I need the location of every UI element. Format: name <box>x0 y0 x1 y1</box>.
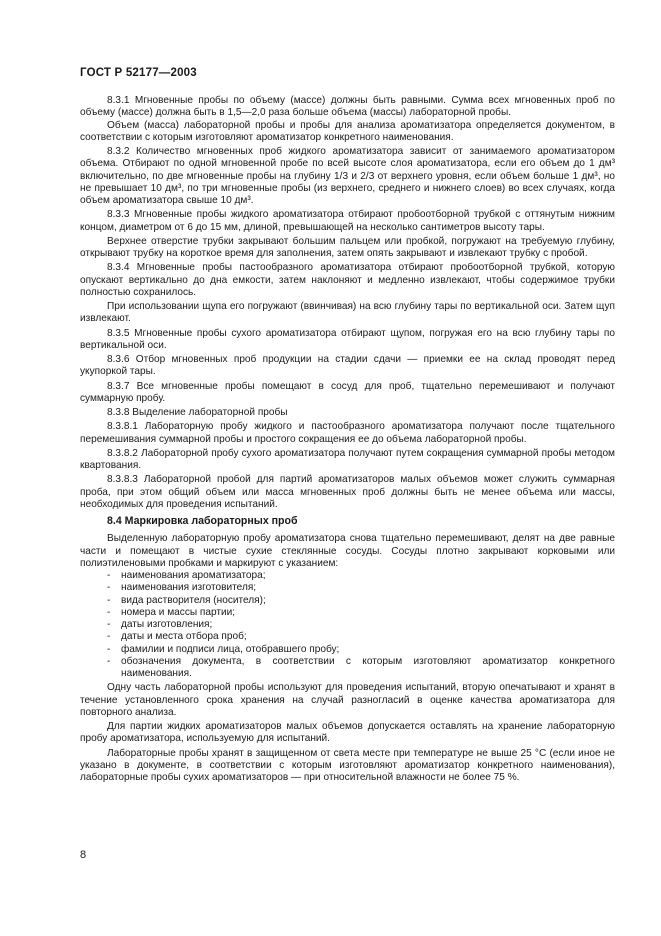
marking-item: - вида растворителя (носителя); <box>80 595 615 607</box>
paragraph-8-3-6: 8.3.6 Отбор мгновенных проб продукции на стадии сдачи — приемки ее на склад проводят перед укупоркой тары. <box>80 354 615 378</box>
marking-item: - обозначения документа, в соответствии с которым изготовляют ароматизатор конкретного наименования. <box>80 656 615 681</box>
paragraph-8-3-8-1: 8.3.8.1 Лабораторную пробу жидкого и пастообразного ароматизатора получают после тщательного перемешивания суммарной пробы и простого сокращения ее до объема лабораторной пробы. <box>80 421 615 445</box>
paragraph-8-3-2: 8.3.2 Количество мгновенных проб жидкого ароматизатора зависит от занимаемого ароматизатором объема. Отбирают по одной мгновенной пробе по всей высоте слоя ароматизатора, если его объем до 1 дм³ включительно, по две мгновенные пробы на глубину 1/3 и 2/3 от верхнего уровня, если объем больше 1 дм³, но не превышает 10 дм³, по три мгновенные пробы (из верхнего, среднего и нижнего слоев) во всех случаях, когда объем ароматизатора свыше 10 дм³. <box>80 146 615 206</box>
marking-item: - наименования изготовителя; <box>80 582 615 594</box>
paragraph-probe-usage: При использовании щупа его погружают (ввинчивая) на всю глубину тары по вертикальной оси. Затем щуп извлекают. <box>80 301 615 325</box>
paragraph-marking-intro: Выделенную лабораторную пробу ароматизатора снова тщательно перемешивают, делят на две равные части и помещают в чистые сухие стеклянные сосуды. Сосуды плотно закрывают корковыми или полиэтиленовыми пробками и маркируют с указанием: <box>80 533 615 569</box>
section-title-8-4: 8.4 Маркировка лабораторных проб <box>107 515 298 527</box>
paragraph-volume: Объем (масса) лабораторной пробы и пробы для анализа ароматизатора определяется документом, в соответствии с которым изготовляют ароматизатор конкретного наименования. <box>80 119 615 143</box>
paragraph-tube-opening: Верхнее отверстие трубки закрывают большим пальцем или пробкой, погружают на требуемую глубину, открывают трубку на короткое время для заполнения, затем опять закрывают и извлекают трубку с пробой. <box>80 235 615 259</box>
marking-item: - фамилии и подписи лица, отобравшего пробу; <box>80 644 615 656</box>
marking-item: - наименования ароматизатора; <box>80 570 615 582</box>
paragraph-8-3-8-3: 8.3.8.3 Лабораторной пробой для партий ароматизаторов малых объемов может служить суммарная проба, при этом общий объем или масса мгновенных проб должны быть не менее объема или массы, необходимых для проведения испытаний. <box>80 474 615 510</box>
paragraph-8-3-5: 8.3.5 Мгновенные пробы сухого ароматизатора отбирают щупом, погружая его на всю глубину тары по вертикальной оси. <box>80 327 615 351</box>
paragraph-8-3-1: 8.3.1 Мгновенные пробы по объему (массе) должны быть равными. Сумма всех мгновенных проб по объему (массе) должна быть в 1,5—2,0 раза больше объема (массы) лабораторной пробы. <box>80 95 615 119</box>
paragraph-8-3-3: 8.3.3 Мгновенные пробы жидкого ароматизатора отбирают пробоотборной трубкой с оттянутым нижним концом, диаметром от 6 до 15 мм, длиной, превышающей на несколько сантиметров высоту тары. <box>80 209 615 233</box>
paragraph-storage: Одну часть лабораторной пробы используют для проведения испытаний, вторую опечатывают и хранят в течение установленного срока хранения на случай разногласий в оценке качества ароматизатора для повторного анализа. <box>80 682 615 718</box>
paragraph-8-3-7: 8.3.7 Все мгновенные пробы помещают в сосуд для проб, тщательно перемешивают и получают суммарную пробу. <box>80 380 615 404</box>
paragraph-8-3-4: 8.3.4 Мгновенные пробы пастообразного ароматизатора отбирают пробоотборной трубкой, которую опускают вертикально до дна емкости, затем наклоняют и медленно извлекают, чтобы содержимое трубки полностью сохранилось. <box>80 262 615 298</box>
document-body <box>80 95 615 784</box>
page-number: 8 <box>80 849 87 861</box>
paragraph-small-batches: Для партии жидких ароматизаторов малых объемов допускается оставлять на хранение лабораторную пробу ароматизатора, используемую для испытаний. <box>80 721 615 745</box>
document-header: ГОСТ Р 52177—2003 <box>80 67 197 79</box>
marking-list <box>80 570 615 680</box>
marking-item: - номера и массы партии; <box>80 607 615 619</box>
paragraph-storage-conditions: Лабораторные пробы хранят в защищенном от света месте при температуре не выше 25 °С (если иное не указано в документе, в соответствии с которым изготовляют ароматизатор конкретного наименования), лабораторные пробы сухих ароматизаторов — при относительной влажности не более 75 %. <box>80 747 615 783</box>
paragraph-8-3-8-2: 8.3.8.2 Лабораторной пробу сухого ароматизатора получают путем сокращения суммарной пробы методом квартования. <box>80 447 615 471</box>
paragraph-8-3-8: 8.3.8 Выделение лабораторной пробы <box>107 407 288 418</box>
marking-item: - даты и места отбора проб; <box>80 631 615 643</box>
marking-item: - даты изготовления; <box>80 619 615 631</box>
